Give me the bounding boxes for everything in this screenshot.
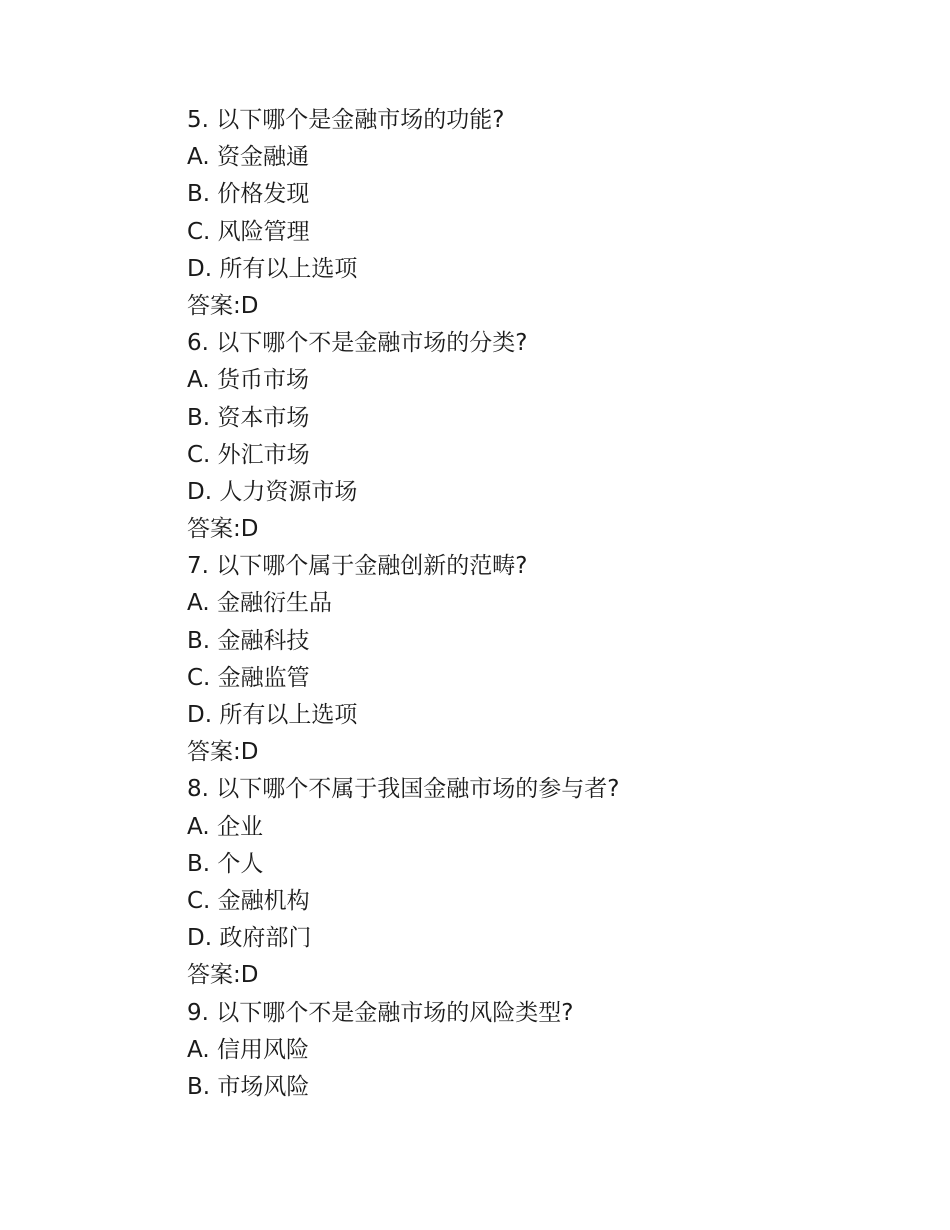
question-8-text: 8. 以下哪个不属于我国金融市场的参与者? [187,776,620,803]
question-6-option-a: A. 货币市场 [187,367,309,394]
question-6-option-d: D. 人力资源市场 [187,478,358,505]
question-5-option-b: B. 价格发现 [187,181,310,208]
quiz-content [187,102,887,1106]
question-7-option-a: A. 金融衍生品 [187,590,332,617]
question-7-option-d: D. 所有以上选项 [187,702,358,728]
question-8-option-b: B. 个人 [187,850,264,877]
question-6-text: 6. 以下哪个不是金融市场的分类? [187,330,528,357]
question-5-answer: 答案:D [187,292,259,319]
question-6-answer: 答案:D [187,516,259,543]
question-9-option-a: A. 信用风险 [187,1036,309,1063]
question-7-answer: 答案:D [187,739,259,766]
question-6-option-c: C. 外汇市场 [187,441,310,468]
question-8-option-c: C. 金融机构 [187,887,310,914]
question-8-answer: 答案:D [187,962,259,989]
question-9-text: 9. 以下哪个不是金融市场的风险类型? [187,999,574,1026]
question-5-text: 5. 以下哪个是金融市场的功能? [187,107,505,133]
question-6-option-b: B. 资本市场 [187,404,310,431]
question-8-option-a: A. 企业 [187,813,263,840]
question-7-option-c: C. 金融监管 [187,664,310,691]
question-8-option-d: D. 政府部门 [187,925,312,952]
question-5-option-c: C. 风险管理 [187,218,310,245]
question-7-text: 7. 以下哪个属于金融创新的范畴? [187,553,528,580]
question-7-option-b: B. 金融科技 [187,627,310,654]
question-5-option-d: D. 所有以上选项 [187,255,358,282]
question-5-option-a: A. 资金融通 [187,144,309,171]
question-9-option-b: B. 市场风险 [187,1073,310,1100]
